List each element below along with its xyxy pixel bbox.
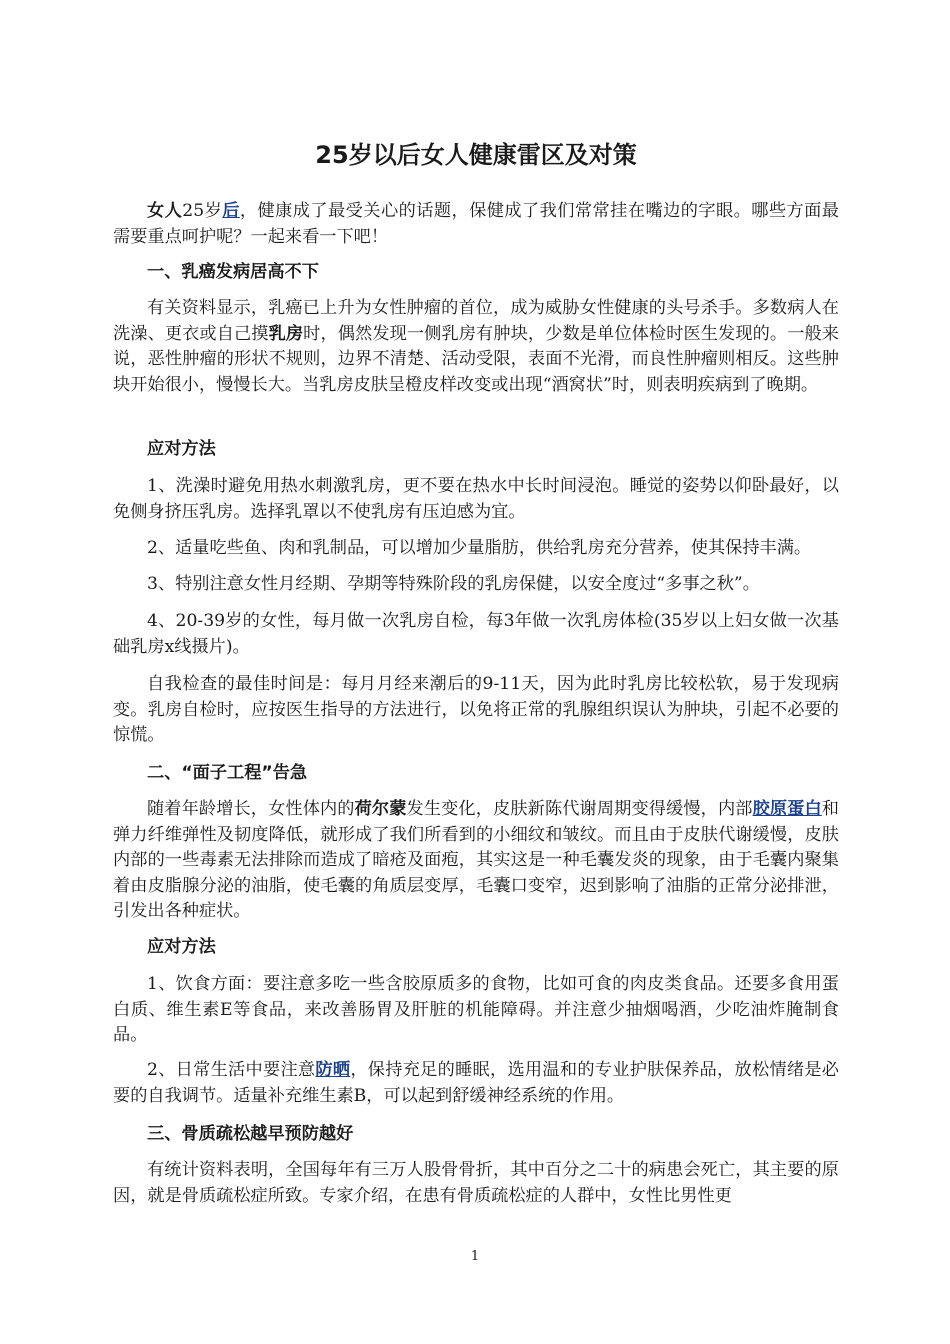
page-number: 1: [470, 1249, 480, 1264]
intro-paragraph: [113, 199, 839, 250]
section-2-heading: 二、“面子工程”告急: [147, 763, 308, 783]
s2-text-a: 随着年龄增长，女性体内的: [147, 799, 355, 819]
intro-text: ，健康成了最受关心的话题，保健成了我们常常挂在嘴边的字眼。哪些方面最需要重点呵护呢？一起来看一下吧！: [113, 201, 839, 247]
s1-bold-term: 乳房: [268, 323, 304, 344]
section-1-heading: 一、乳癌发病居高不下: [147, 262, 319, 282]
document-title: 25岁以后女人健康雷区及对策: [315, 141, 637, 169]
sunscreen-link[interactable]: 防晒: [315, 1060, 351, 1080]
section-1-self-check: 自我检查的最佳时间是：每月月经来潮后的9-11天，因为此时乳房比较松软，易于发现病变。乳房自检时，应按医生指导的方法进行，以免将正常的乳腺组织误认为肿块，引起不必要的惊慌。: [113, 674, 839, 745]
section-1-method-4: 4、20-39岁的女性，每月做一次乳房自检，每3年做一次乳房体检(35岁以上妇女做一次基础乳房x线摄片)。: [113, 611, 839, 657]
section-2-subheading: 应对方法: [147, 937, 216, 957]
intro-age: 25岁: [182, 201, 223, 221]
collagen-link[interactable]: 胶原蛋白: [752, 799, 822, 819]
section-2-method-2: [113, 1058, 839, 1109]
s1-text-a: 有关资料显示，乳癌已上升为女性肿瘤的首位，成为威胁女性健康的头号杀手。多数病人在洗澡、更衣或自己摸: [113, 298, 839, 344]
s2-text-c: 发生变化，皮肤新陈代谢周期变得缓慢，内部: [406, 799, 753, 819]
section-1-method-3: 3、特别注意女性月经期、孕期等特殊阶段的乳房保健，以安全度过“多事之秋”。: [147, 574, 760, 594]
section-1-method-1: 1、洗澡时避免用热水刺激乳房，更不要在热水中长时间浸泡。睡觉的姿势以仰卧最好，以免侧身挤压乳房。选择乳罩以不使乳房有压迫感为宜。: [113, 476, 839, 522]
s2-bold-term: 荷尔蒙: [354, 799, 407, 819]
section-1-method-2: 2、适量吃些鱼、肉和乳制品，可以增加少量脂肪，供给乳房充分营养，使其保持丰满。: [147, 538, 812, 558]
s1-text-c: 时，偶然发现一侧乳房有肿块，少数是单位体检时医生发现的。一般来说，恶性肿瘤的形状不规则，边界不清楚、活动受限，表面不光滑，而良性肿瘤则相反。这些肿块开始很小，慢慢长大。当乳房皮肤呈橙皮样改变或出现“酒窝状”时，则表明疾病到了晚期。: [113, 323, 839, 395]
intro-bold-text: 女人: [147, 201, 183, 221]
section-2-method-1: 1、饮食方面：要注意多吃一些含胶原质多的食物，比如可食的肉皮类食品。还要多食用蛋白质、维生素E等食品，来改善肠胃及肝脏的机能障碍。并注意少抽烟喝酒，少吃油炸腌制食品。: [113, 974, 839, 1045]
s2-m2-text-b: ，保持充足的睡眠，选用温和的专业护肤保养品，放松情绪是必要的自我调节。适量补充维生素B，可以起到舒缓神经系统的作用。: [113, 1060, 839, 1106]
section-3-heading: 三、骨质疏松越早预防越好: [147, 1124, 354, 1144]
section-2-paragraph: [113, 797, 839, 925]
section-1-subheading: 应对方法: [147, 439, 216, 459]
intro-link[interactable]: 后: [222, 201, 240, 221]
section-1-paragraph: [113, 296, 839, 398]
section-3-paragraph: 有统计资料表明，全国每年有三万人股骨骨折，其中百分之二十的病患会死亡，其主要的原因，就是骨质疏松症所致。专家介绍，在患有骨质疏松症的人群中，女性比男性更: [113, 1160, 839, 1206]
s2-m2-text-a: 2、日常生活中要注意: [147, 1060, 316, 1080]
s2-text-d: 和弹力纤维弹性及韧度降低，就形成了我们所看到的小细纹和皱纹。而且由于皮肤代谢缓慢，皮肤内部的一些毒素无法排除而造成了暗疮及面疱，其实这是一种毛囊发炎的现象，由于毛囊内聚集着由皮脂腺分泌的油脂，使毛囊的角质层变厚，毛囊口变窄，迟到影响了油脂的正常分泌排泄，引发出各种症状。: [113, 799, 839, 921]
